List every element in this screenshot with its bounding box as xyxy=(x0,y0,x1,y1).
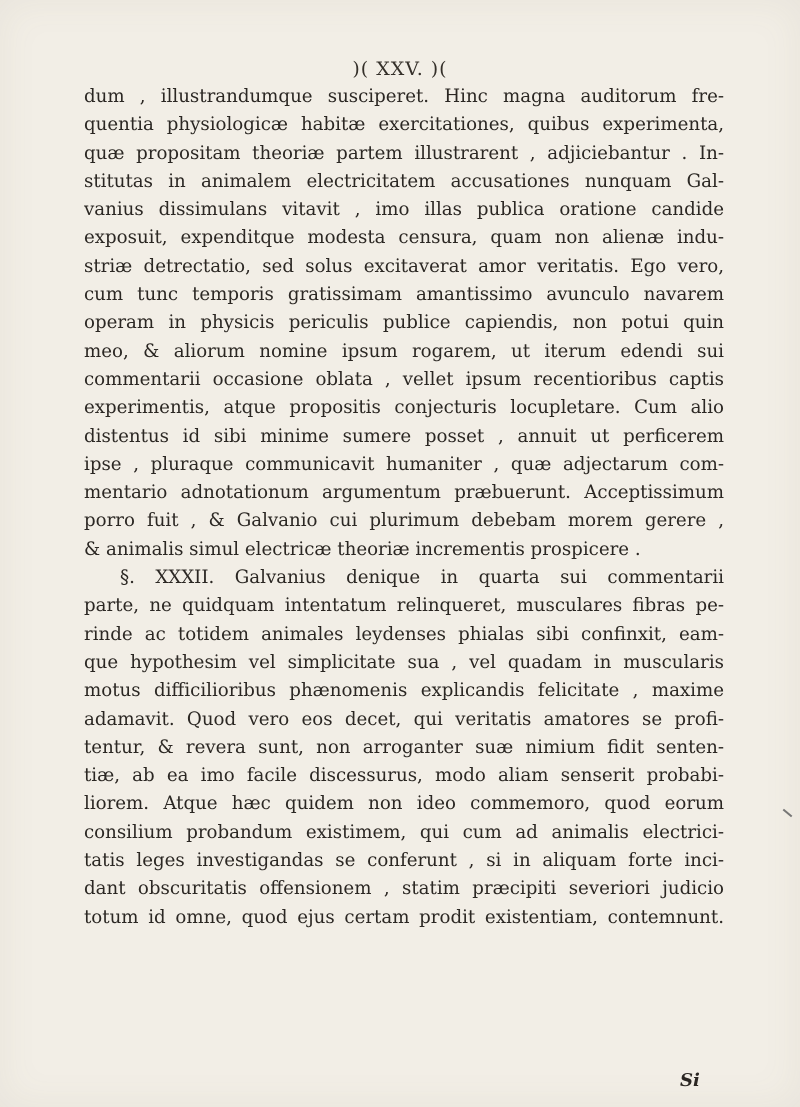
text-line: experimentis, atque propositis conjecturis locupletare. Cum alio xyxy=(84,397,724,419)
text-line: tentur, & revera sunt, non arroganter suæ nimium fidit senten- xyxy=(84,736,724,758)
text-line: commentarii occasione oblata , vellet ipsum recentioribus captis xyxy=(84,368,724,390)
text-line: porro fuit , & Galvanio cui plurimum debebam morem gerere , xyxy=(84,510,724,532)
text-line: stitutas in animalem electricitatem accusationes nunquam Gal- xyxy=(84,170,724,192)
text-line: rinde ac totidem animales leydenses phialas sibi confinxit, eam- xyxy=(84,623,724,645)
margin-mark xyxy=(783,809,793,818)
text-line: cum tunc temporis gratissimam amantissimo avunculo navarem xyxy=(84,284,724,306)
text-line: consilium probandum existimem, qui cum ad animalis electrici- xyxy=(84,821,724,843)
text-line: adamavit. Quod vero eos decet, qui veritatis amatores se profi- xyxy=(84,708,724,730)
text-line: quæ propositam theoriæ partem illustrarent , adjiciebantur . In- xyxy=(84,142,724,164)
text-line: exposuit, expenditque modesta censura, quam non alienæ indu- xyxy=(84,227,724,249)
text-line: distentus id sibi minime sumere posset , annuit ut perficerem xyxy=(84,425,724,447)
text-line: striæ detrectatio, sed solus excitaverat amor veritatis. Ego vero, xyxy=(84,255,724,277)
text-line: dant obscuritatis offensionem , statim præcipiti severiori judicio xyxy=(84,878,724,900)
text-line: operam in physicis periculis publice capiendis, non potui quin xyxy=(84,312,724,334)
text-line: dum , illustrandumque susciperet. Hinc magna auditorum fre- xyxy=(84,86,724,107)
text-line: motus difficilioribus phænomenis explicandis felicitate , maxime xyxy=(84,680,724,702)
text-line: ipse , pluraque communicavit humaniter , quæ adjectarum com- xyxy=(84,453,724,475)
body-text xyxy=(84,83,724,932)
text-line: tiæ, ab ea imo facile discessurus, modo aliam senserit probabi- xyxy=(84,765,724,787)
text-line: quentia physiologicæ habitæ exercitationes, quibus experimenta, xyxy=(84,114,724,136)
text-line: que hypothesim vel simplicitate sua , vel quadam in muscularis xyxy=(84,651,724,673)
text-line: mentario adnotationum argumentum præbuerunt. Acceptissimum xyxy=(84,482,724,504)
text-line: & animalis simul electricæ theoriæ incrementis prospicere . xyxy=(84,538,641,560)
text-line: vanius dissimulans vitavit , imo illas publica oratione candide xyxy=(84,199,724,221)
text-line: totum id omne, quod ejus certam prodit existentiam, contemnunt. xyxy=(84,906,724,928)
text-line: parte, ne quidquam intentatum relinqueret, musculares fibras pe- xyxy=(84,595,724,617)
text-line: tatis leges investigandas se conferunt , si in aliquam forte inci- xyxy=(84,850,724,872)
text-line: meo, & aliorum nomine ipsum rogarem, ut iterum edendi sui xyxy=(84,340,724,362)
text-line: liorem. Atque hæc quidem non ideo commemoro, quod eorum xyxy=(84,793,724,815)
section-heading-line: §. XXXII. Galvanius denique in quarta sui commentarii xyxy=(120,567,724,589)
page-header: )( XXV. )( xyxy=(352,58,448,80)
catchword: Si xyxy=(680,1070,700,1091)
